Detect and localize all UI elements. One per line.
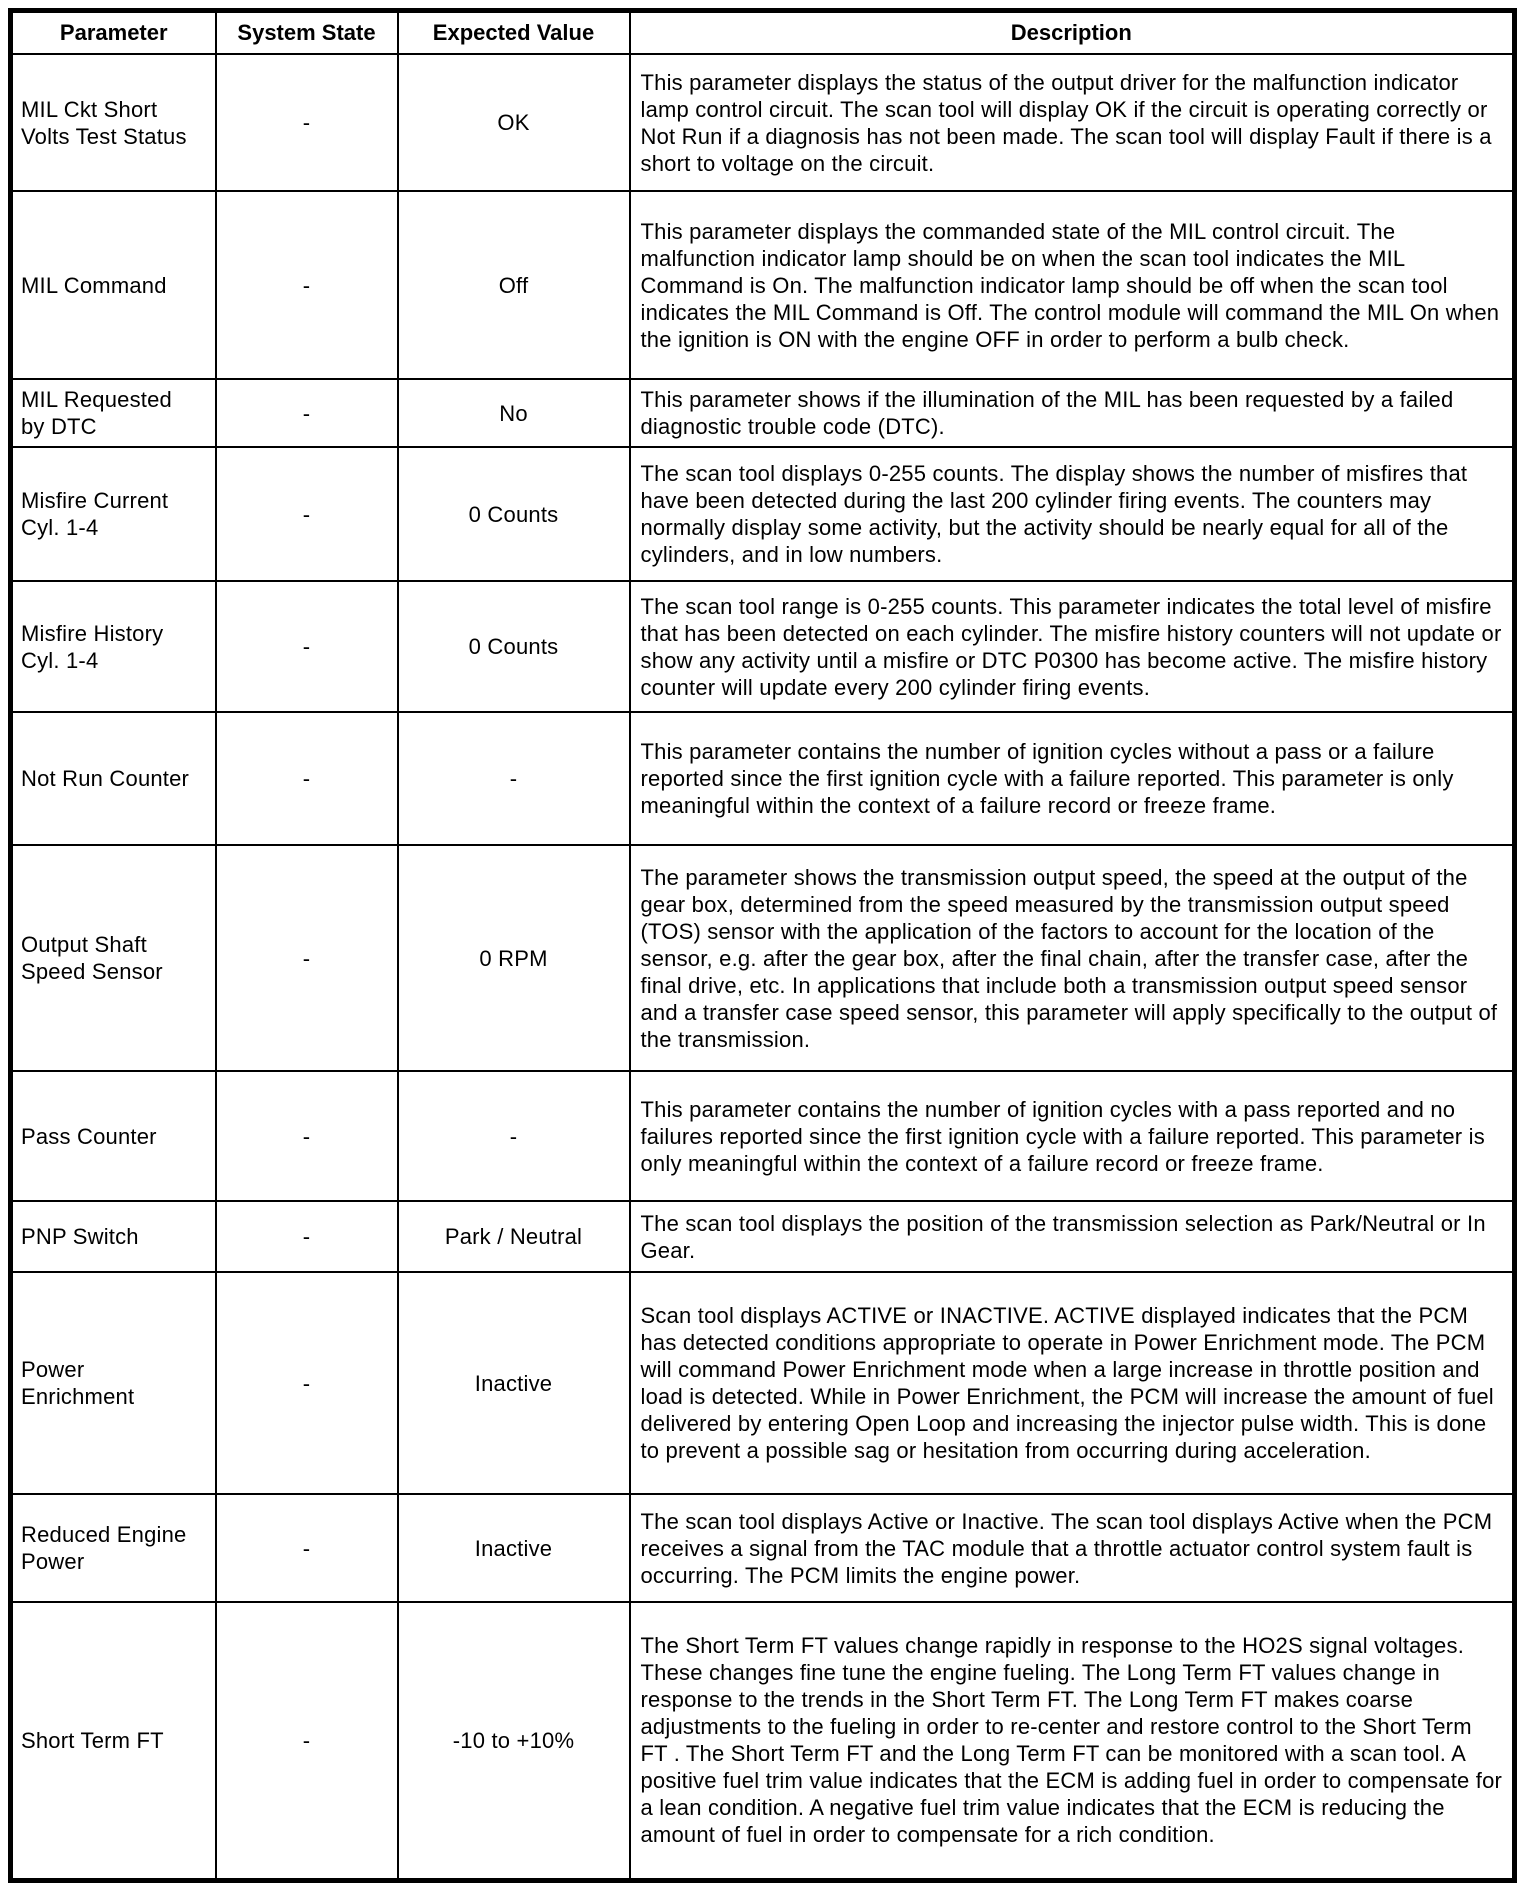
expected-value-cell: OK [398,54,630,191]
parameter-cell: Pass Counter [11,1071,216,1201]
parameter-cell: Output Shaft Speed Sensor [11,845,216,1071]
system-state-cell: - [216,1494,398,1602]
parameter-cell: MIL Command [11,191,216,379]
description-cell: The Short Term FT values change rapidly in response to the HO2S signal voltages. These changes fine tune the engine fueling. The Long Term FT values change in response to the trends in the Short Term FT. The Long Term FT makes coarse adjustments to the fueling in order to re-center and restore control to the Short Term FT . The Short Term FT and the Long Term FT can be monitored with a scan tool. A positive fuel trim value indicates that the ECM is adding fuel in order to compensate for a lean condition. A negative fuel trim value indicates that the ECM is reducing the amount of fuel in order to compensate for a rich condition. [630,1602,1515,1880]
expected-value-cell: 0 Counts [398,447,630,581]
header-description: Description [630,11,1515,55]
description-cell: The scan tool displays the position of the transmission selection as Park/Neutral or In Gear. [630,1201,1515,1272]
description-cell: This parameter contains the number of ignition cycles with a pass reported and no failures reported since the first ignition cycle with a failure reported. This parameter is only meaningful within the context of a failure record or freeze frame. [630,1071,1515,1201]
expected-value-cell: - [398,1071,630,1201]
expected-value-cell: -10 to +10% [398,1602,630,1880]
expected-value-cell: - [398,712,630,845]
parameter-cell: MIL Ckt Short Volts Test Status [11,54,216,191]
header-parameter: Parameter [11,11,216,55]
description-cell: This parameter shows if the illumination of the MIL has been requested by a failed diagnostic trouble code (DTC). [630,379,1515,447]
description-cell: Scan tool displays ACTIVE or INACTIVE. ACTIVE displayed indicates that the PCM has detected conditions appropriate to operate in Power Enrichment mode. The PCM will command Power Enrichment mode when a large increase in throttle position and load is detected. While in Power Enrichment, the PCM will increase the amount of fuel delivered by entering Open Loop and increasing the injector pulse width. This is done to prevent a possible sag or hesitation from occurring during acceleration. [630,1272,1515,1494]
system-state-cell: - [216,712,398,845]
header-row [11,11,1515,55]
parameter-cell: Short Term FT [11,1602,216,1880]
parameter-cell: Power Enrichment [11,1272,216,1494]
system-state-cell: - [216,54,398,191]
expected-value-cell: 0 RPM [398,845,630,1071]
system-state-cell: - [216,1602,398,1880]
parameter-cell: Misfire History Cyl. 1-4 [11,581,216,712]
description-cell: The parameter shows the transmission output speed, the speed at the output of the gear box, determined from the speed measured by the transmission output speed (TOS) sensor with the application of the factors to account for the location of the sensor, e.g. after the gear box, after the final chain, after the transfer case, after the final drive, etc. In applications that include both a transmission output speed sensor and a transfer case speed sensor, this parameter will apply specifically to the output of the transmission. [630,845,1515,1071]
table-row [11,1201,1515,1272]
parameter-cell: Misfire Current Cyl. 1-4 [11,447,216,581]
system-state-cell: - [216,379,398,447]
description-cell: The scan tool displays 0-255 counts. The display shows the number of misfires that have been detected during the last 200 cylinder firing events. The counters may normally display some activity, but the activity should be nearly equal for all of the cylinders, and in low numbers. [630,447,1515,581]
parameter-cell: MIL Requested by DTC [11,379,216,447]
expected-value-cell: Inactive [398,1494,630,1602]
system-state-cell: - [216,845,398,1071]
table-row [11,54,1515,191]
table-row [11,581,1515,712]
system-state-cell: - [216,447,398,581]
description-cell: The scan tool range is 0-255 counts. This parameter indicates the total level of misfire that has been detected on each cylinder. The misfire history counters will not update or show any activity until a misfire or DTC P0300 has become active. The misfire history counter will update every 200 cylinder firing events. [630,581,1515,712]
expected-value-cell: Park / Neutral [398,1201,630,1272]
table-row [11,191,1515,379]
table-row [11,845,1515,1071]
system-state-cell: - [216,1201,398,1272]
table-row [11,1272,1515,1494]
parameter-cell: PNP Switch [11,1201,216,1272]
system-state-cell: - [216,581,398,712]
header-system-state: System State [216,11,398,55]
system-state-cell: - [216,191,398,379]
description-cell: This parameter contains the number of ignition cycles without a pass or a failure reported since the first ignition cycle with a failure reported. This parameter is only meaningful within the context of a failure record or freeze frame. [630,712,1515,845]
table-row [11,1602,1515,1880]
scan-tool-parameter-table [8,8,1517,1883]
system-state-cell: - [216,1272,398,1494]
table-row [11,712,1515,845]
expected-value-cell: 0 Counts [398,581,630,712]
parameter-cell: Reduced Engine Power [11,1494,216,1602]
header-expected-value: Expected Value [398,11,630,55]
system-state-cell: - [216,1071,398,1201]
table-row [11,379,1515,447]
expected-value-cell: Inactive [398,1272,630,1494]
table-row [11,1071,1515,1201]
description-cell: This parameter displays the status of the output driver for the malfunction indicator lamp control circuit. The scan tool will display OK if the circuit is operating correctly or Not Run if a diagnosis has not been made. The scan tool will display Fault if there is a short to voltage on the circuit. [630,54,1515,191]
table-row [11,447,1515,581]
expected-value-cell: Off [398,191,630,379]
table-row [11,1494,1515,1602]
parameter-cell: Not Run Counter [11,712,216,845]
description-cell: This parameter displays the commanded state of the MIL control circuit. The malfunction indicator lamp should be on when the scan tool indicates the MIL Command is On. The malfunction indicator lamp should be off when the scan tool indicates the MIL Command is Off. The control module will command the MIL On when the ignition is ON with the engine OFF in order to perform a bulb check. [630,191,1515,379]
expected-value-cell: No [398,379,630,447]
description-cell: The scan tool displays Active or Inactive. The scan tool displays Active when the PCM receives a signal from the TAC module that a throttle actuator control system fault is occurring. The PCM limits the engine power. [630,1494,1515,1602]
